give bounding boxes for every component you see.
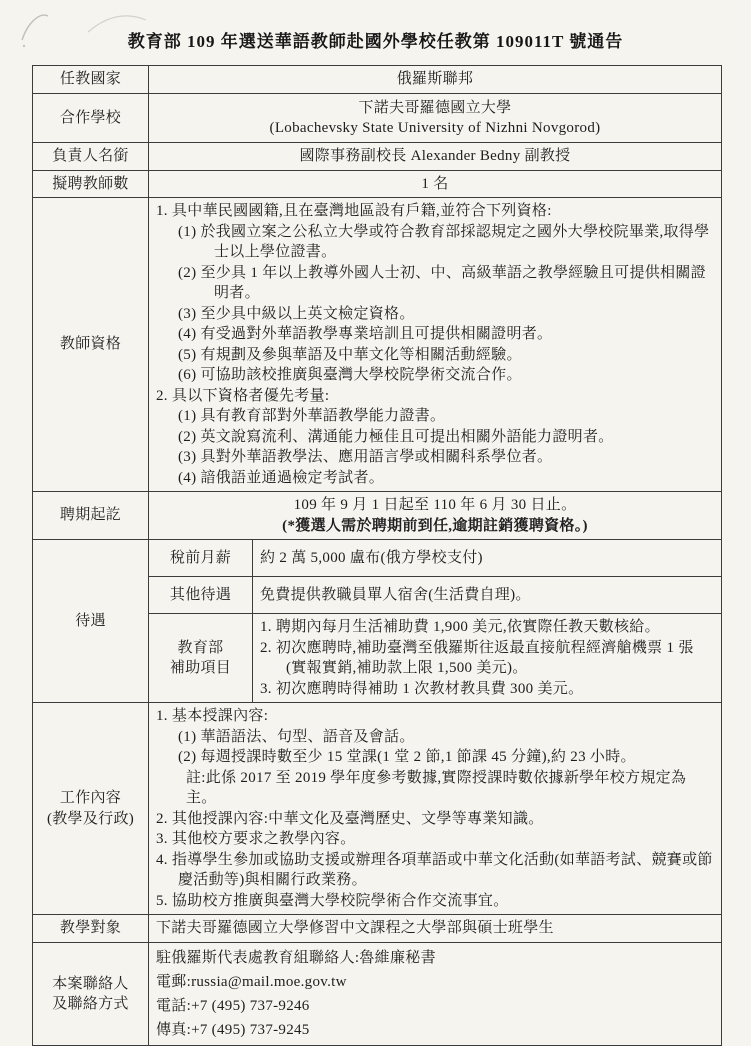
list-item: (2) 每週授課時數至少 15 堂課(1 堂 2 節,1 節課 45 分鐘),約 23 小時。 [178, 749, 636, 765]
row-school [33, 94, 722, 143]
list-item: (3) 至少具中級以上英文檢定資格。 [178, 305, 415, 322]
row-duties-label [33, 703, 149, 915]
list-note: 註:此係 2017 至 2019 學年度參考數據,實際授課時數依據新學年校方規定為主。 [186, 769, 687, 806]
contact-email: 電郵:russia@mail.moe.gov.tw [156, 974, 347, 990]
list-item: 4. 指導學生參加或協助支援或辦理各項華語或中華文化活動(如華語考試、競賽或節慶活動等)與相關行政業務。 [156, 851, 713, 888]
row-term [33, 492, 722, 540]
row-quota-value: 1 名 [149, 170, 722, 198]
row-country-value: 俄羅斯聯邦 [149, 66, 722, 94]
term-warning: (*獲選人需於聘期前到任,逾期註銷獲聘資格。) [282, 517, 588, 534]
list-item: (3) 具對外華語教學法、應用語言學或相關科系學位者。 [178, 449, 553, 465]
row-school-value [149, 94, 722, 143]
list-item: (5) 有規劃及參與華語及中華文化等相關活動經驗。 [178, 346, 522, 363]
row-contact-value [149, 943, 722, 1046]
subsidy-value [253, 614, 722, 703]
duties-label-line1: 工作內容 [59, 790, 122, 806]
row-principal [33, 143, 722, 171]
list-item: 1. 聘期內每月生活補助費 1,900 美元,依實際任教天數核給。 [260, 619, 660, 635]
row-students [33, 915, 722, 943]
row-contact [33, 943, 722, 1046]
contact-label-line1: 本案聯絡人 [52, 975, 129, 992]
list-item: 2. 其他授課內容:中華文化及臺灣歷史、文學等專業知識。 [156, 810, 544, 827]
row-principal-value: 國際事務副校長 Alexander Bedny 副教授 [149, 143, 722, 171]
contact-phone: 電話:+7 (495) 737-9246 [156, 998, 310, 1014]
row-qualifications-value [149, 198, 722, 492]
row-duties-value [149, 703, 722, 915]
list-item: (6) 可協助該校推廣與臺灣大學校院學術交流合作。 [178, 367, 522, 383]
row-students-value: 下諾夫哥羅德國立大學修習中文課程之大學部與碩士班學生 [149, 915, 722, 943]
list-item: (4) 有受過對外華語教學專業培訓且可提供相關證明者。 [178, 326, 553, 342]
list-item: (2) 英文說寫流利、溝通能力極佳且可提出相關外語能力證明者。 [178, 428, 614, 445]
list-item: 1. 具中華民國國籍,且在臺灣地區設有戶籍,並符合下列資格: [156, 203, 552, 219]
list-item: 5. 協助校方推廣與臺灣大學校院學術合作交流事宜。 [156, 892, 509, 909]
page-title: 教育部 109 年選送華語教師赴國外學校任教第 109011T 號通告 [127, 32, 624, 51]
contact-fax: 傳真:+7 (495) 737-9245 [156, 1022, 310, 1038]
row-benefits-label: 待遇 [33, 540, 149, 703]
school-name-zh: 下諾夫哥羅德國立大學 [358, 99, 512, 116]
row-term-value [149, 492, 722, 540]
contact-person: 駐俄羅斯代表處教育組聯絡人:魯維廉秘書 [156, 950, 436, 966]
list-item: (2) 至少具 1 年以上教導外國人士初、中、高級華語之教學經驗且可提供相關證明者。 [178, 264, 706, 301]
row-contact-label [33, 943, 149, 1046]
row-country-label: 任教國家 [33, 66, 149, 94]
list-item: (1) 具有教育部對外華語教學能力證書。 [178, 408, 446, 424]
other-benefit-label: 其他待遇 [149, 577, 253, 614]
salary-label: 稅前月薪 [149, 540, 253, 577]
other-benefit-value: 免費提供教職員單人宿舍(生活費自理)。 [253, 577, 722, 614]
duties-label-line2: (教學及行政) [46, 810, 135, 827]
row-benefits-salary [33, 540, 722, 577]
row-term-label: 聘期起訖 [33, 492, 149, 540]
subsidy-label-line1: 教育部 [177, 639, 224, 656]
list-item: (1) 於我國立案之公私立大學或符合教育部採認規定之國外大學校院畢業,取得學士以上學位證書。 [178, 223, 710, 260]
school-name-en: (Lobachevsky State University of Nizhni Novgorod) [269, 120, 601, 136]
contact-label-line2: 及聯絡方式 [52, 996, 129, 1012]
list-item: 2. 具以下資格者優先考量: [156, 387, 330, 404]
subsidy-label [149, 614, 253, 703]
row-qualifications [33, 198, 722, 492]
row-quota-label: 擬聘教師數 [33, 170, 149, 198]
list-item: 3. 其他校方要求之教學內容。 [156, 831, 356, 847]
row-qualifications-label: 教師資格 [33, 198, 149, 492]
list-item: 2. 初次應聘時,補助臺灣至俄羅斯往返最直接航程經濟艙機票 1 張(實報實銷,補助款上限 1,500 美元)。 [260, 639, 694, 676]
row-school-label: 合作學校 [33, 94, 149, 143]
row-country [33, 66, 722, 94]
row-students-label: 教學對象 [33, 915, 149, 943]
row-principal-label: 負責人名銜 [33, 143, 149, 171]
term-dates: 109 年 9 月 1 日起至 110 年 6 月 30 日止。 [293, 497, 577, 513]
list-item: 1. 基本授課內容: [156, 708, 269, 724]
list-item: (4) 諳俄語並通過檢定考試者。 [178, 469, 385, 486]
list-item: (1) 華語語法、句型、語音及會話。 [178, 728, 415, 745]
subsidy-label-line2: 補助項目 [169, 660, 232, 676]
row-duties [33, 703, 722, 915]
salary-value: 約 2 萬 5,000 盧布(俄方學校支付) [253, 540, 722, 577]
notice-table [32, 65, 722, 1046]
row-quota [33, 170, 722, 198]
list-item: 3. 初次應聘時得補助 1 次教材教具費 300 美元。 [260, 680, 584, 697]
